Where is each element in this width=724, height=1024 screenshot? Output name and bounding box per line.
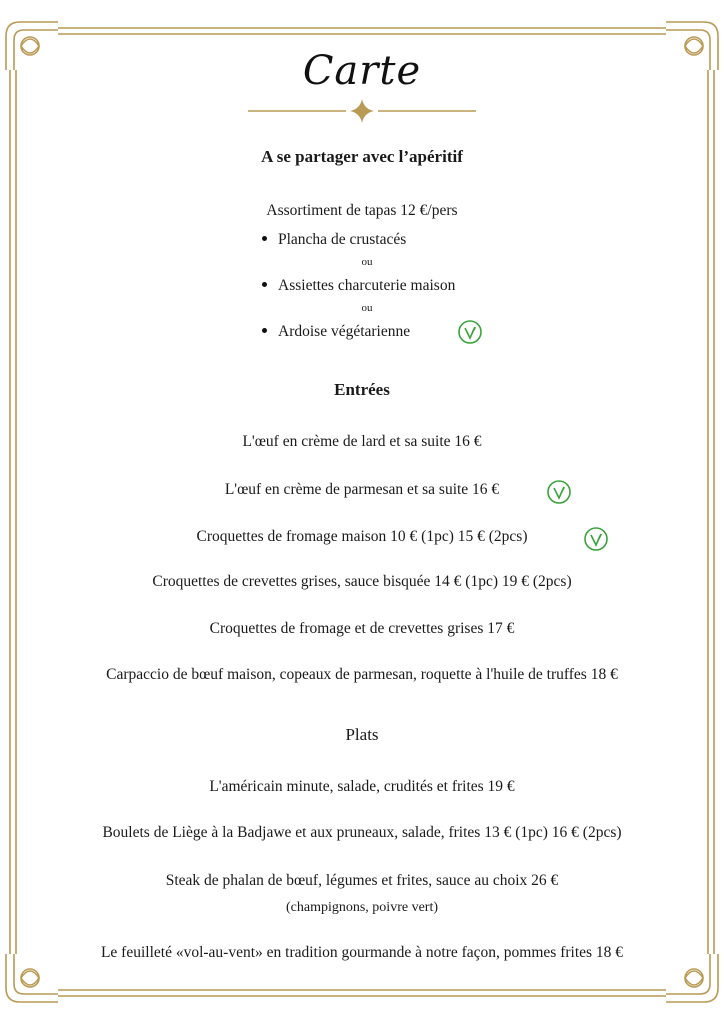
list-item <box>262 323 410 341</box>
section-heading-aperitif: A se partager avec l’apéritif <box>261 147 463 166</box>
menu-item-entree: Croquettes de fromage maison 10 € (1pc) 15 € (2pcs) <box>196 528 528 545</box>
menu-item-plat: Steak de phalan de bœuf, légumes et frites, sauce au choix 26 € <box>165 872 559 889</box>
list-item <box>262 231 406 249</box>
section-heading-entrees: Entrées <box>334 380 390 399</box>
list-item-label: Assiettes charcuterie maison <box>278 277 456 294</box>
section-heading-plats: Plats <box>345 725 379 744</box>
vegetarian-icon <box>546 479 572 505</box>
list-item-label: Ardoise végétarienne <box>278 323 411 340</box>
tapas-intro: Assortiment de tapas 12 €/pers <box>266 202 458 219</box>
menu-item-entree: Croquettes de crevettes grises, sauce bisquée 14 € (1pc) 19 € (2pcs) <box>152 573 572 590</box>
menu-item-plat: Le feuilleté «vol-au-vent» en tradition gourmande à notre façon, pommes frites 18 € <box>100 944 624 961</box>
list-item <box>262 277 455 295</box>
or-separator: ou <box>361 302 373 314</box>
list-item-label: Plancha de crustacés <box>278 231 407 248</box>
vegetarian-icon <box>457 319 483 345</box>
menu-item-entree: Carpaccio de bœuf maison, copeaux de parmesan, roquette à l'huile de truffes 18 € <box>106 666 618 683</box>
bullet-icon <box>262 236 267 241</box>
bullet-icon <box>262 282 267 287</box>
menu-item-plat: Boulets de Liège à la Badjawe et aux pruneaux, salade, frites 13 € (1pc) 16 € (2pcs) <box>102 824 622 841</box>
bullet-icon <box>262 328 267 333</box>
star-divider-icon <box>248 98 476 124</box>
menu-item-entree: L'œuf en crème de lard et sa suite 16 € <box>242 433 482 450</box>
menu-title: Carte <box>302 48 422 94</box>
vegetarian-icon <box>583 526 609 552</box>
menu-item-note: (champignons, poivre vert) <box>285 900 438 915</box>
or-separator: ou <box>361 256 373 268</box>
menu-item-entree: Croquettes de fromage et de crevettes grises 17 € <box>209 620 515 637</box>
menu-item-plat: L'américain minute, salade, crudités et frites 19 € <box>209 778 515 795</box>
menu-item-entree: L'œuf en crème de parmesan et sa suite 16 € <box>224 481 500 498</box>
